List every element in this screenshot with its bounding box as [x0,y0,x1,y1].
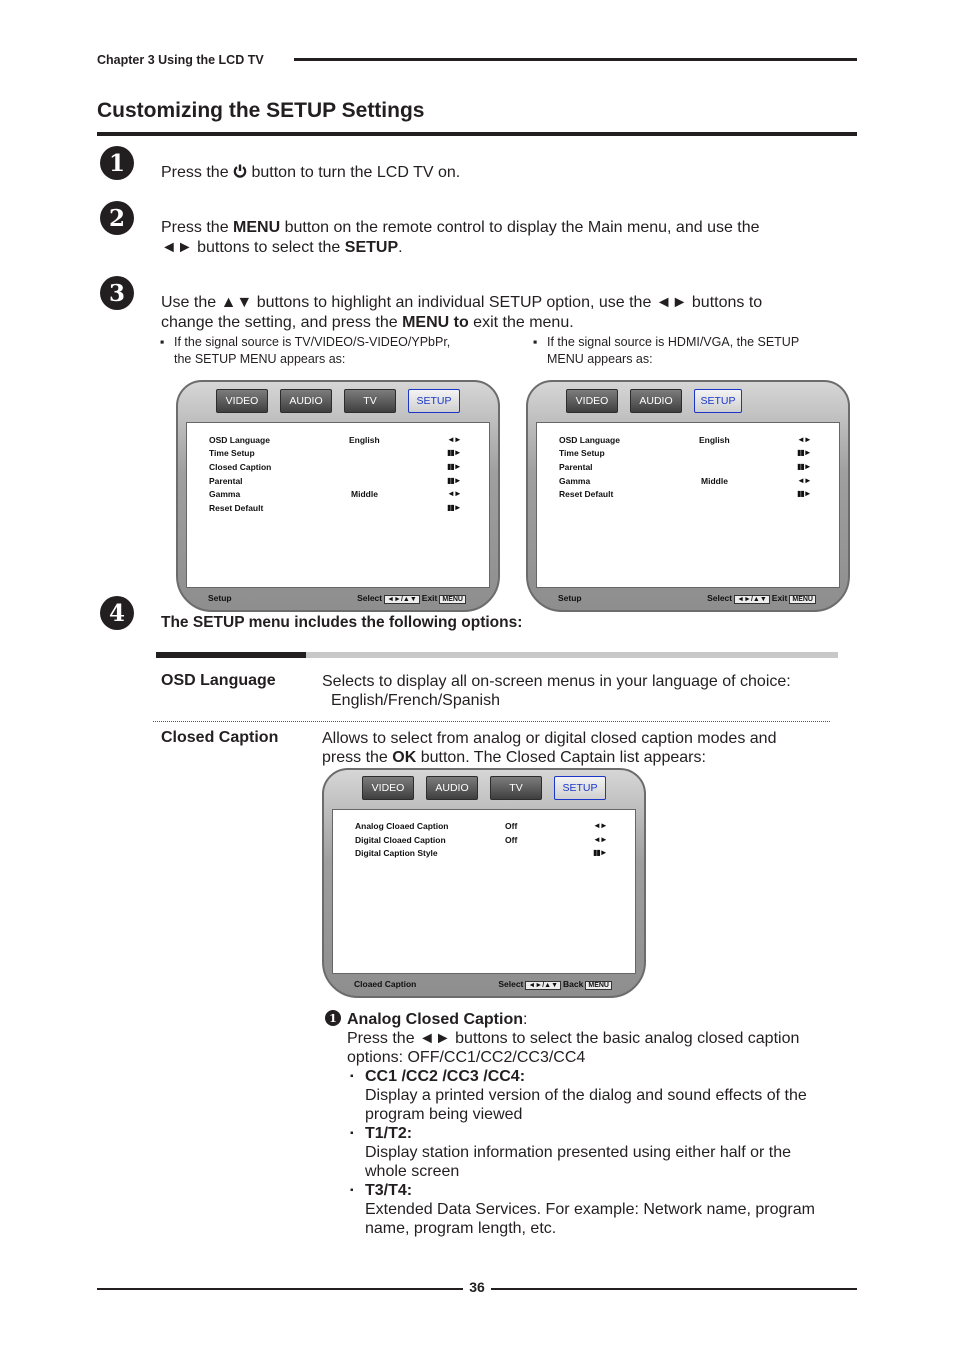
bullet-cc-line-2: program being viewed [365,1106,523,1123]
gamma-value: Middle [701,476,728,486]
step-2-text [161,218,841,258]
footer-title: Setup [558,593,582,603]
menu-item-gamma: Gamma [559,476,591,486]
menu-footer [354,976,614,992]
tab-setup: SETUP [554,776,606,800]
title-rule [97,132,857,136]
menu-screen [186,422,490,588]
enter-arrow-icon: ▮▮► [797,448,811,457]
tab-audio: AUDIO [280,389,332,413]
left-right-arrow-icon: ◄► [593,821,607,830]
osd-desc-line-2: English/French/Spanish [331,692,500,709]
digital-caption-value: Off [505,835,518,845]
osd-language-value: English [699,435,730,445]
cc-desc-line-2 [322,748,842,767]
tab-setup: SETUP [694,389,742,413]
note-left [160,334,451,368]
exit-hint: Exit [421,592,438,603]
menu-item-analog-caption: Analog Cloaed Caption [355,821,449,831]
enter-arrow-icon: ▮▮► [447,476,461,485]
setup-menu-hdmi-vga [526,380,850,612]
menu-tab-row [566,389,742,413]
left-right-arrow-icon: ◄► [593,835,607,844]
enter-arrow-icon: ▮▮► [797,462,811,471]
bullet-dot: ▪ [533,335,538,349]
step-3-b: change the setting, and press the [161,314,403,331]
step-3-line-2 [161,313,851,333]
exit-hint: Exit [771,592,788,603]
enter-arrow-icon: ▮▮► [797,489,811,498]
menu-item-osd-language: OSD Language [209,435,270,445]
cc-desc-c: button. The Closed Captain list appears: [416,749,706,766]
bullet-square: ▪ [350,1128,354,1139]
back-hint: Back [563,978,584,989]
bullet-t3t4-line-1: Extended Data Services. For example: Network name, program [365,1201,815,1218]
tab-audio: AUDIO [630,389,682,413]
bullet-square: ▪ [350,1185,354,1196]
note-right-line-1: If the signal source is HDMI/VGA, the SETUP [547,335,800,349]
note-right [533,334,800,368]
footer-hints [357,593,468,604]
bullet-square: ▪ [350,1071,354,1082]
header-rule [294,58,857,61]
step-2-d: ◄► buttons to select the [161,239,345,256]
tab-video: VIDEO [566,389,618,413]
tab-video: VIDEO [362,776,414,800]
analog-colon: : [523,1011,528,1028]
nav-key: ◄►/▲▼ [525,981,561,990]
step-3-line-1: Use the ▲▼ buttons to highlight an individual SETUP option, use the ◄► buttons to [161,294,763,311]
step-2-f: . [398,239,403,256]
row-divider [153,721,830,722]
gamma-value: Middle [351,489,378,499]
enter-arrow-icon: ▮▮► [447,462,461,471]
menu-item-gamma: Gamma [209,489,241,499]
option-closed-caption: Closed Caption [161,729,279,746]
menu-item-parental: Parental [209,476,243,486]
left-right-arrow-icon: ◄► [797,476,811,485]
tab-audio: AUDIO [426,776,478,800]
menu-item-reset-default: Reset Default [209,503,264,513]
note-left-line-1: If the signal source is TV/VIDEO/S-VIDEO/YPbPr, [174,335,451,349]
analog-line-2: options: OFF/CC1/CC2/CC3/CC4 [347,1049,586,1066]
step-1-badge: 1 [100,146,134,180]
osd-language-value: English [349,435,380,445]
note-right-line-2: MENU appears as: [547,352,653,366]
menu-footer [558,590,818,606]
note-left-line-2: the SETUP MENU appears as: [174,352,346,366]
enter-arrow-icon: ▮▮► [447,448,461,457]
left-right-arrow-icon: ◄► [797,435,811,444]
menu-screen [332,809,636,974]
menu-item-parental: Parental [559,462,593,472]
step-4-badge: 4 [100,596,134,630]
menu-key: MENU [585,981,612,990]
bullet-dot: ▪ [160,335,165,349]
osd-desc-line-1: Selects to display all on-screen menus in your language of choice: [322,673,791,690]
bullet-cc-title: CC1 /CC2 /CC3 /CC4: [365,1068,526,1085]
select-hint: Select [707,592,733,603]
nav-key: ◄►/▲▼ [384,595,420,604]
left-right-arrow-icon: ◄► [447,489,461,498]
analog-heading [347,1010,837,1029]
step-2-c: button on the remote control to display the Main menu, and use the [280,219,760,236]
analog-bullet-cc [347,1067,837,1124]
tab-tv: TV [344,389,396,413]
option-osd-language: OSD Language [161,672,276,689]
menu-keyword: MENU [233,219,281,236]
bullet-t1t2-line-2: whole screen [365,1163,460,1180]
step-3-text [161,293,851,333]
menu-tab-row [362,776,606,800]
footer-rule-right [491,1288,857,1290]
bullet-t1t2-line-1: Display station information presented using either half or the [365,1144,792,1161]
menu-item-digital-caption-style: Digital Caption Style [355,848,438,858]
menu-item-osd-language: OSD Language [559,435,620,445]
setup-keyword: SETUP [344,239,399,256]
menu-key: MENU [789,595,816,604]
analog-caption-value: Off [505,821,518,831]
footer-hints [498,979,614,990]
table-rule-light [306,652,838,658]
step-1-post: button to turn the LCD TV on. [247,164,461,181]
menu-item-time-setup: Time Setup [559,448,605,458]
step-2-line-2 [161,238,841,258]
menu-item-digital-caption: Digital Cloaed Caption [355,835,446,845]
footer-hints [707,593,818,604]
step-3-badge: 3 [100,276,134,310]
step-2-a: Press the [161,219,234,236]
chapter-header: Chapter 3 Using the LCD TV [97,53,264,67]
select-hint: Select [357,592,383,603]
tab-video: VIDEO [216,389,268,413]
menu-screen [536,422,840,588]
bullet-t1t2-title: T1/T2: [365,1125,413,1142]
cc-desc-line-1: Allows to select from analog or digital closed caption modes and [322,730,777,747]
step-1-pre: Press the [161,164,234,181]
nav-key: ◄►/▲▼ [734,595,770,604]
step-1-text [161,163,460,183]
bullet-cc-line-1: Display a printed version of the dialog and sound effects of the [365,1087,807,1104]
menu-footer [208,590,468,606]
footer-title: Cloaed Caption [354,979,417,989]
bullet-t3t4-line-2: name, program length, etc. [365,1220,557,1237]
analog-title: Analog Closed Caption [347,1011,523,1028]
ok-keyword: OK [392,749,417,766]
step-2-badge: 2 [100,201,134,235]
tab-setup: SETUP [408,389,460,413]
cc-desc-a: press the [322,749,393,766]
tab-tv: TV [490,776,542,800]
bullet-t3t4-title: T3/T4: [365,1182,413,1199]
power-icon [233,164,247,178]
setup-menu-tv-video [176,380,500,612]
step-2-line-1 [161,218,841,238]
enter-arrow-icon: ▮▮► [447,503,461,512]
left-right-arrow-icon: ◄► [447,435,461,444]
analog-badge: 1 [325,1010,341,1026]
menu-item-time-setup: Time Setup [209,448,255,458]
page-title: Customizing the SETUP Settings [97,99,425,122]
enter-arrow-icon: ▮▮► [593,848,607,857]
options-lead: The SETUP menu includes the following options: [161,614,523,631]
option-cc-desc [322,729,842,767]
menu-item-closed-caption: Closed Caption [209,462,272,472]
footer-rule-left [97,1288,463,1290]
option-osd-desc [322,672,842,710]
analog-line-1: Press the ◄► buttons to select the basic analog closed caption [347,1030,800,1047]
step-3-d: exit the menu. [468,314,574,331]
menu-to-keyword: MENU to [402,314,469,331]
closed-caption-menu [322,768,646,998]
page-number: 36 [469,1279,485,1295]
menu-key: MENU [439,595,466,604]
select-hint: Select [498,978,524,989]
analog-bullet-t3t4 [347,1181,837,1238]
footer-title: Setup [208,593,232,603]
menu-item-reset-default: Reset Default [559,489,614,499]
menu-tab-row [216,389,460,413]
table-rule-dark [156,652,306,658]
analog-section [347,1010,837,1238]
analog-bullet-t1t2 [347,1124,837,1181]
